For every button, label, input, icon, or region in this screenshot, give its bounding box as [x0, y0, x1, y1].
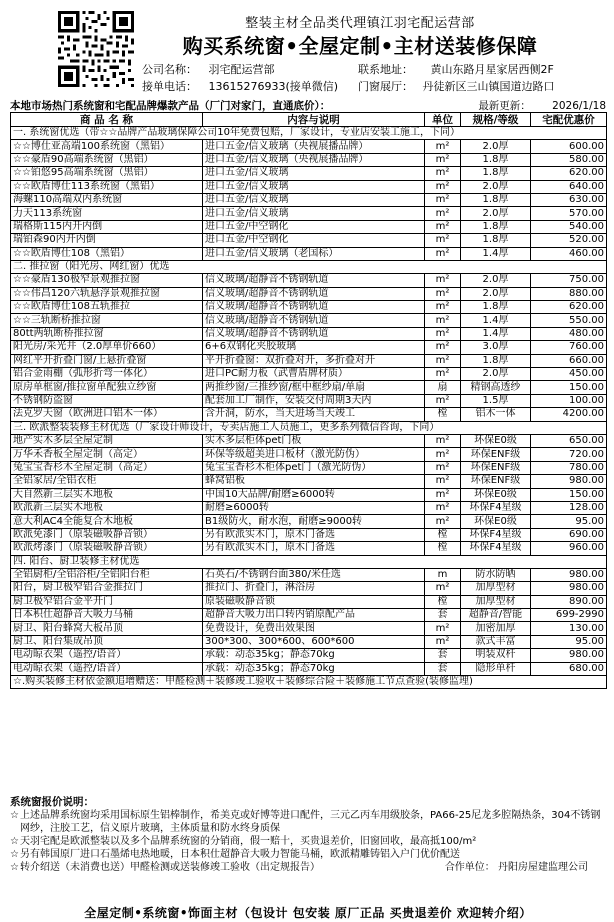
update-info: [478, 98, 606, 113]
table-row: [11, 180, 607, 193]
cell-desc: 信义玻璃/超静音不锈钢轨道: [203, 274, 425, 287]
table-row: [11, 381, 607, 394]
table-row: [11, 448, 607, 461]
note-item: ☆ 另有韩国原厂进口石墨烯电热地暖，日本积仕超静音大吸力智能马桶，欧派精雕铸铝入户门优价配送: [10, 849, 460, 860]
cell-name: 全铝厨柜/全铝浴柜/全铝阳台柜: [11, 568, 203, 581]
cell-spec: 1.8厚: [461, 167, 531, 180]
cell-unit: m²: [425, 274, 461, 287]
cell-unit: 套: [425, 609, 461, 622]
cell-spec: 铝木一体: [461, 408, 531, 421]
cell-unit: m²: [425, 314, 461, 327]
cell-price: 130.00: [531, 622, 607, 635]
table-row: [11, 501, 607, 514]
table-row: [11, 568, 607, 581]
cell-name: ☆☆三轨断桥推拉窗: [11, 314, 203, 327]
cell-spec: 1.8厚: [461, 220, 531, 233]
table-body: [11, 127, 607, 689]
cell-unit: m²: [425, 475, 461, 488]
cell-unit: m²: [425, 327, 461, 340]
cell-price: 760.00: [531, 341, 607, 354]
cell-desc: 信义玻璃/超静音不锈钢轨道: [203, 327, 425, 340]
cell-price: 620.00: [531, 167, 607, 180]
cell-desc: 进口五金/信义玻璃: [203, 207, 425, 220]
cell-spec: 1.8厚: [461, 234, 531, 247]
section-header-row: [11, 260, 607, 273]
section-title: 四. 阳台、厨卫装修主材优选: [11, 555, 607, 568]
cell-spec: 1.4厚: [461, 314, 531, 327]
cell-unit: m²: [425, 153, 461, 166]
cell-name: 厨卫、阳台集成吊顶: [11, 635, 203, 648]
cell-name: 厨卫极窄铝合金平开门: [11, 595, 203, 608]
cell-name: 网红平开折叠门窗/上悬折叠窗: [11, 354, 203, 367]
cell-desc: 信义玻璃/超静音不锈钢轨道: [203, 314, 425, 327]
cell-desc: 承载：动态35kg；静态70kg: [203, 649, 425, 662]
table-row: [11, 207, 607, 220]
cell-unit: 樘: [425, 408, 461, 421]
cell-price: 480.00: [531, 327, 607, 340]
col-header-price: 宅配优惠价: [531, 113, 607, 127]
table-row: [11, 274, 607, 287]
table-row: [11, 582, 607, 595]
table-row: [11, 649, 607, 662]
cell-unit: m²: [425, 394, 461, 407]
cell-spec: 防水防晒: [461, 568, 531, 581]
address-value: 黄山东路月星家居西侧2F: [430, 63, 554, 76]
cell-spec: 1.5厚: [461, 394, 531, 407]
table-row: [11, 488, 607, 501]
cell-unit: m²: [425, 193, 461, 206]
cell-price: 460.00: [531, 247, 607, 260]
cell-unit: m²: [425, 368, 461, 381]
page-title: 购买系统窗•全屋定制•主材送装修保障: [182, 34, 538, 58]
cell-price: 600.00: [531, 140, 607, 153]
hall-label: 门窗展厅：: [358, 80, 413, 93]
cell-name: ☆☆铂悠95高端系统窗（黑铝）: [11, 167, 203, 180]
cell-price: 960.00: [531, 542, 607, 555]
cell-desc: 平开折叠窗：双折叠对开，多折叠对开: [203, 354, 425, 367]
cell-price: 890.00: [531, 595, 607, 608]
cell-desc: 超静音大吸力出口转内销原配产品: [203, 609, 425, 622]
cell-unit: m²: [425, 140, 461, 153]
table-row: [11, 220, 607, 233]
cell-spec: 款式丰富: [461, 635, 531, 648]
cell-name: 海螺110高端双内系统窗: [11, 193, 203, 206]
cell-unit: m²: [425, 461, 461, 474]
cell-desc: 进口PC耐力板（武曹盾牌材质）: [203, 368, 425, 381]
cell-spec: 环保ENF级: [461, 475, 531, 488]
cell-unit: m²: [425, 448, 461, 461]
cell-desc: 进口五金/信义玻璃（老国标）: [203, 247, 425, 260]
cell-price: 880.00: [531, 287, 607, 300]
notes-section: [10, 796, 606, 874]
cell-name: 不锈钢防盗窗: [11, 394, 203, 407]
cell-unit: m²: [425, 582, 461, 595]
cell-unit: 扇: [425, 381, 461, 394]
cell-name: 阳台，厨卫极窄铝合金推拉门: [11, 582, 203, 595]
cell-name: 大自然新三层实木地板: [11, 488, 203, 501]
cell-unit: m²: [425, 180, 461, 193]
cell-name: 原房单框窗/推拉窗单配独立纱窗: [11, 381, 203, 394]
table-row: [11, 193, 607, 206]
cell-price: 150.00: [531, 381, 607, 394]
cell-unit: m²: [425, 354, 461, 367]
cell-spec: 精钢高透纱: [461, 381, 531, 394]
cell-price: 720.00: [531, 448, 607, 461]
table-row: [11, 609, 607, 622]
cell-name: 欧派免漆门（原装磁吸静音锁）: [11, 528, 203, 541]
hall-info: [358, 78, 555, 94]
cell-unit: m²: [425, 635, 461, 648]
cell-spec: 加密加厚: [461, 622, 531, 635]
cell-spec: 2.0厚: [461, 140, 531, 153]
cell-desc: 进口五金/信义玻璃: [203, 180, 425, 193]
cell-unit: 樘: [425, 528, 461, 541]
phone-label: 接单电话：: [142, 80, 197, 93]
cell-price: 128.00: [531, 501, 607, 514]
table-row: [11, 595, 607, 608]
cell-price: 680.00: [531, 662, 607, 675]
company-label: 公司名称：: [142, 63, 197, 76]
cell-spec: 2.0厚: [461, 274, 531, 287]
cell-desc: 蜂窝铝板: [203, 475, 425, 488]
table-row: [11, 314, 607, 327]
cell-desc: 进口五金/信义玻璃: [203, 193, 425, 206]
cell-spec: 1.8厚: [461, 153, 531, 166]
table-row: [11, 368, 607, 381]
cell-price: 660.00: [531, 354, 607, 367]
table-row: [11, 341, 607, 354]
table-row: [11, 287, 607, 300]
cell-desc: 进口五金/信义玻璃（央视展播品牌）: [203, 153, 425, 166]
cell-spec: 1.8厚: [461, 301, 531, 314]
table-row: [11, 662, 607, 675]
cell-name: 电动晾衣架（遥控/语音）: [11, 649, 203, 662]
table-row: [11, 234, 607, 247]
table-header-row: [11, 113, 607, 127]
cell-name: ☆☆欧盾博仕108（黑铝）: [11, 247, 203, 260]
table-row: [11, 247, 607, 260]
table-row: [11, 301, 607, 314]
cell-price: 540.00: [531, 220, 607, 233]
cell-name: ☆☆欧盾博仕113系统窗（黑铝）: [11, 180, 203, 193]
cell-spec: 明装双杆: [461, 649, 531, 662]
cell-spec: 环保ENF级: [461, 461, 531, 474]
cell-desc: 兔宝宝香杉木柜体pet门（激光防伪）: [203, 461, 425, 474]
header: [0, 0, 614, 98]
cell-desc: B1级防火，耐水泡，耐磨≥9000转: [203, 515, 425, 528]
table-row: [11, 394, 607, 407]
cell-price: 95.00: [531, 635, 607, 648]
cell-unit: m²: [425, 434, 461, 447]
cell-desc: 推拉门、折叠门，淋浴房: [203, 582, 425, 595]
col-header-spec: 规格/等级: [461, 113, 531, 127]
cell-spec: 环保E0级: [461, 488, 531, 501]
cell-price: 750.00: [531, 274, 607, 287]
section-title: 三. 欧派整装装修主材优选（厂家设计师设计，专卖店施工人员施工，更多系列微信咨询，下同）: [11, 421, 607, 434]
note-item: ☆ 上述品牌系统窗均采用国标原生铝棒制作，希美克或好博等进口配件，三元乙丙车用级胶条，PA66-25尼龙多腔隔热条，304不锈钢网纱，注胶工艺，信义原片玻璃，主体质量和防水终身质保: [10, 810, 601, 834]
bottom-note: ☆.购买装修主材依金额追增赠送：甲醛检测＋装修竣工验收＋装修综合险＋装修施工节点查验(装修监理): [11, 676, 607, 689]
cell-unit: m²: [425, 234, 461, 247]
subheader: [10, 98, 606, 112]
cell-name: 地产实木多层全屋定制: [11, 434, 203, 447]
cell-unit: m: [425, 568, 461, 581]
section-header-row: [11, 421, 607, 434]
col-header-unit: 单位: [425, 113, 461, 127]
cell-price: 980.00: [531, 475, 607, 488]
cell-name: 法克罗天窗（欧洲进口铝木一体）: [11, 408, 203, 421]
cell-unit: m²: [425, 301, 461, 314]
cell-price: 580.00: [531, 153, 607, 166]
cell-price: 630.00: [531, 193, 607, 206]
note-item: ☆ 转介绍送（未消费也送）甲醛检测或送装修竣工验收（出定规报告） 合作单位： 丹阳房屋建监理公司: [10, 862, 588, 873]
subheader-text: 本地市场热门系统窗和宅配品牌爆款产品（厂门对家门，直通底价）：: [10, 100, 331, 112]
update-date: 2026/1/18: [552, 100, 606, 112]
cell-price: 980.00: [531, 649, 607, 662]
cell-desc: 进口五金/信义玻璃（央视展播品牌）: [203, 140, 425, 153]
cell-unit: m²: [425, 287, 461, 300]
note-item: ☆ 天羽宅配是欧派整装以及多个品牌系统窗的分销商，假一赔十，买贵退差价，旧窗回收，最高抵100/m²: [10, 836, 477, 847]
cell-price: 520.00: [531, 234, 607, 247]
cell-name: 欧派烤漆门（原装磁吸静音锁）: [11, 542, 203, 555]
cell-name: 瑞格斯115内开内倒: [11, 220, 203, 233]
table-row: [11, 327, 607, 340]
company-value: 羽宅配运营部: [208, 63, 275, 76]
cell-name: 日本积仕超静音大吸力马桶: [11, 609, 203, 622]
cell-desc: 信义玻璃/超静音不锈钢轨道: [203, 287, 425, 300]
cell-name: 瑞铂森90内开内倒: [11, 234, 203, 247]
cell-price: 620.00: [531, 301, 607, 314]
table-row: [11, 408, 607, 421]
address-label: 联系地址：: [358, 63, 413, 76]
cell-name: ☆☆伟昌120六轨悬浮景观推拉窗: [11, 287, 203, 300]
cell-spec: 环保F4星级: [461, 542, 531, 555]
cell-desc: 两推纱窗/三推纱窗/框中框纱扇/单扇: [203, 381, 425, 394]
qr-code[interactable]: [58, 10, 134, 88]
cell-name: 全铝家居/全铝衣柜: [11, 475, 203, 488]
cell-unit: m²: [425, 247, 461, 260]
cell-price: 650.00: [531, 434, 607, 447]
cell-desc: 耐磨≥6000转: [203, 501, 425, 514]
cell-spec: 加厚型材: [461, 595, 531, 608]
bottom-note-row: [11, 676, 607, 689]
cell-spec: 1.4厚: [461, 247, 531, 260]
footer-slogan: 全屋定制•系统窗•饰面主材（包设计 包安装 原厂正品 买贵退差价 欢迎转介绍）: [84, 906, 532, 920]
cell-price: 690.00: [531, 528, 607, 541]
cell-spec: 环保ENF级: [461, 448, 531, 461]
cell-desc: 另有欧派实木门，原木门备选: [203, 528, 425, 541]
table-row: [11, 528, 607, 541]
cell-spec: 1.4厚: [461, 327, 531, 340]
cell-price: 980.00: [531, 568, 607, 581]
cell-unit: m²: [425, 622, 461, 635]
cell-name: 电动晾衣架（遥控/语音）: [11, 662, 203, 675]
section-header-row: [11, 555, 607, 568]
cell-price: 150.00: [531, 488, 607, 501]
cell-desc: 6+6双钢化夹胶玻璃: [203, 341, 425, 354]
cell-unit: m²: [425, 167, 461, 180]
table-row: [11, 153, 607, 166]
cell-spec: 环保F4星级: [461, 501, 531, 514]
table-row: [11, 515, 607, 528]
table-row: [11, 167, 607, 180]
table-row: [11, 622, 607, 635]
cell-price: 100.00: [531, 394, 607, 407]
cell-price: 4200.00: [531, 408, 607, 421]
cell-name: ☆☆博仕亚高端100系统窗（黑铝）: [11, 140, 203, 153]
phone-info: [142, 78, 338, 94]
cell-unit: 樘: [425, 595, 461, 608]
notes-title: 系统窗报价说明：: [10, 796, 94, 808]
cell-spec: 超静音/智能: [461, 609, 531, 622]
cell-spec: 环保E0级: [461, 434, 531, 447]
phone-value[interactable]: 13615276933(接单微信): [208, 80, 339, 93]
cell-name: 厨卫、阳台蜂窝大板吊顶: [11, 622, 203, 635]
cell-name: ☆☆豪盾130极窄景观推拉窗: [11, 274, 203, 287]
cell-unit: m²: [425, 515, 461, 528]
section-title: 一. 系统窗优选（带☆☆品牌产品玻璃保障公司10年免费包赔，厂家设计，专业店安装工施工，下同）: [11, 127, 607, 140]
col-header-desc: 内容与说明: [203, 113, 425, 127]
cell-desc: 环保等级超美进口板材（激光防伪）: [203, 448, 425, 461]
cell-spec: 加厚型材: [461, 582, 531, 595]
cell-spec: 2.0厚: [461, 287, 531, 300]
table-row: [11, 140, 607, 153]
cell-desc: 信义玻璃/超静音不锈钢轨道: [203, 301, 425, 314]
cell-name: 力天113系统窗: [11, 207, 203, 220]
cell-desc: 进口五金/中空钢化: [203, 220, 425, 233]
cell-price: 980.00: [531, 582, 607, 595]
cell-desc: 进口五金/中空钢化: [203, 234, 425, 247]
cell-unit: m²: [425, 207, 461, 220]
cell-price: 780.00: [531, 461, 607, 474]
cell-unit: m²: [425, 220, 461, 233]
star-bullet-icon: ☆: [10, 849, 19, 860]
col-header-name: 商 品 名 称: [11, 113, 203, 127]
cell-name: 铝合金雨棚（弧形折弯一体化）: [11, 368, 203, 381]
cell-spec: 1.8厚: [461, 354, 531, 367]
cell-name: 阳光房/采光井（2.0厚单价660）: [11, 341, 203, 354]
price-table: [10, 112, 607, 689]
cell-price: 640.00: [531, 180, 607, 193]
cell-spec: 2.0厚: [461, 207, 531, 220]
cell-unit: 套: [425, 662, 461, 675]
cell-desc: 实木多层柜体pet门板: [203, 434, 425, 447]
table-row: [11, 635, 607, 648]
cell-spec: 1.8厚: [461, 193, 531, 206]
cell-spec: 2.0厚: [461, 180, 531, 193]
star-bullet-icon: ☆: [10, 836, 19, 847]
cell-desc: 免费设计，免费出效果图: [203, 622, 425, 635]
cell-price: 450.00: [531, 368, 607, 381]
cell-name: 兔宝宝香杉木全屋定制（高定）: [11, 461, 203, 474]
cell-desc: 中国10大品牌/耐磨≥6000转: [203, 488, 425, 501]
section-header-row: [11, 127, 607, 140]
hall-value: 丹徒新区三山镇国道边路口: [422, 80, 555, 93]
table-row: [11, 434, 607, 447]
cell-desc: 原装磁吸静音锁: [203, 595, 425, 608]
cell-desc: 进口五金/信义玻璃: [203, 167, 425, 180]
cell-spec: 隐形单杆: [461, 662, 531, 675]
cell-unit: m²: [425, 501, 461, 514]
cell-price: 95.00: [531, 515, 607, 528]
partner-info: 合作单位： 丹阳房屋建监理公司: [444, 862, 588, 873]
cell-name: 万华禾香板全屋定制（高定）: [11, 448, 203, 461]
cell-name: ☆☆欧盾博仕108五轨推拉: [11, 301, 203, 314]
cell-name: 欧派新三层实木地板: [11, 501, 203, 514]
cell-unit: 樘: [425, 542, 461, 555]
table-row: [11, 475, 607, 488]
cell-desc: 另有欧派实木门，原木门备选: [203, 542, 425, 555]
cell-unit: m²: [425, 488, 461, 501]
cell-desc: 石英石/不锈钢台面380/米任选: [203, 568, 425, 581]
table-row: [11, 354, 607, 367]
cell-name: 意大利AC4全能复合木地板: [11, 515, 203, 528]
cell-price: 699-2990: [531, 609, 607, 622]
cell-spec: 3.0厚: [461, 341, 531, 354]
star-bullet-icon: ☆: [10, 862, 19, 873]
cell-spec: 环保E0级: [461, 515, 531, 528]
cell-spec: 环保F4星级: [461, 528, 531, 541]
cell-desc: 配套加工厂制作，安装交付周期3天内: [203, 394, 425, 407]
company-info: [142, 61, 275, 77]
update-label: 最新更新：: [478, 100, 531, 112]
cell-unit: 套: [425, 649, 461, 662]
table-row: [11, 461, 607, 474]
cell-desc: 含开洞，防水，当天进场当天竣工: [203, 408, 425, 421]
table-row: [11, 542, 607, 555]
cell-price: 550.00: [531, 314, 607, 327]
cell-desc: 承载：动态35kg；静态70kg: [203, 662, 425, 675]
cell-spec: 2.0厚: [461, 368, 531, 381]
header-top-line: 整装主材全品类代理镇江羽宅配运营部: [245, 16, 475, 31]
cell-name: 80tt两轨断桥推拉窗: [11, 327, 203, 340]
cell-name: ☆☆豪盾90高端系统窗（黑铝）: [11, 153, 203, 166]
address-info: [358, 61, 554, 77]
cell-desc: 300*300、300*600、600*600: [203, 635, 425, 648]
star-bullet-icon: ☆: [10, 810, 19, 821]
cell-price: 570.00: [531, 207, 607, 220]
section-title: 二. 推拉窗（阳光房、网红窗）优选: [11, 260, 607, 273]
cell-unit: m²: [425, 341, 461, 354]
